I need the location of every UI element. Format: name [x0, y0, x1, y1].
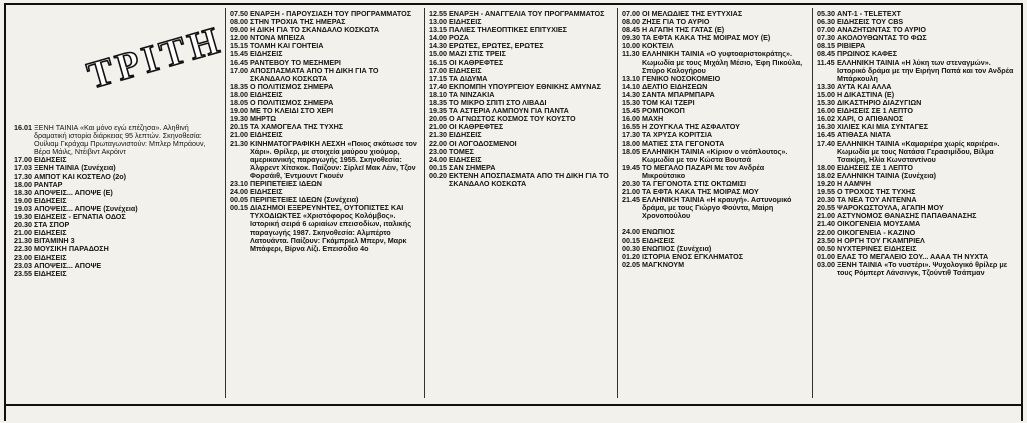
- program-title: ΡΑΝΤΑΡ: [34, 179, 63, 189]
- program-time: 16.15: [429, 57, 447, 67]
- program-title: ΑΥΤΑ ΚΑΙ ΑΛΛΑ: [837, 81, 892, 91]
- program-title: ΜΕ ΤΟ ΚΛΕΙΔΙ ΣΤΟ ΧΕΡΙ: [250, 106, 334, 116]
- program-time: 17.00: [429, 65, 447, 75]
- program-time: 17.40: [817, 138, 835, 148]
- program-time: 20.30: [817, 195, 835, 205]
- program-title: ΞΕΝΗ ΤΑΙΝΙΑ «Και μόνο εγώ επέζησα». Αληθινή δραματική ιστορία διάρκειας 95 λεπτών. Σκηνοθεσία: Ουίλιαμ Γκράχαμ Πρωταγωνιστούν: Μπλερ Μπράουν, Βέρα Μάιλς, Ντέιβιντ Ακρόιντ: [34, 124, 206, 157]
- program-time: 16.00: [622, 114, 640, 124]
- program-title: ΠΕΡΙΠΕΤΕΙΕΣ ΙΔΕΩΝ: [250, 178, 322, 188]
- program-title: ΕΛΛΗΝΙΚΗ ΤΑΙΝΙΑ «Η λύκη των στεναγμών». Ιστορικό δράμα με την Ειρήνη Παπά και τον Ανδρέα Μπάρκουλη: [837, 57, 1014, 83]
- program-time: 07.30: [817, 33, 835, 43]
- program-time: 20.05: [429, 114, 447, 124]
- program-title: ΨΑΡΟΚΩΣΤΟΥΛΑ, ΑΓΑΠΗ ΜΟΥ: [837, 203, 944, 213]
- program-title: ΡΟΜΠΟΚΟΠ: [642, 106, 685, 116]
- program-time: 08.00: [622, 17, 640, 27]
- program-time: 13.15: [429, 25, 447, 35]
- program-time: 21.30: [429, 130, 447, 140]
- program-entry: [622, 164, 806, 180]
- program-time: 12.00: [230, 33, 248, 43]
- program-time: 08.45: [622, 25, 640, 35]
- program-title: ΟΙ ΜΕΛΩΔΙΕΣ ΤΗΣ ΕΥΤΥΧΙΑΣ: [642, 10, 743, 18]
- program-title: ΕΛΛΗΝΙΚΗ ΤΑΙΝΙΑ «Καμαριέρα χωρίς καριέρα». Κωμωδία με τους Νατάσα Γερασιμίδου, Βίλμα Τσακίρη, Ηλία Κωνσταντίνου: [837, 138, 1000, 164]
- program-time: 18.35: [429, 98, 447, 108]
- program-time: 23.10: [230, 178, 248, 188]
- program-title: ΤΟΜΕΣ: [449, 146, 474, 156]
- program-time: 20.30: [14, 220, 32, 230]
- program-time: 20.55: [817, 203, 835, 213]
- program-time: 08.45: [817, 49, 835, 59]
- program-entry: [14, 270, 218, 278]
- program-title: ΔΙΑΣΗΜΟΙ ΕΞΕΡΕΥΝΗΤΕΣ, ΟΥΤΟΠΙΣΤΕΣ ΚΑΙ ΤΥΧΟΔΙΩΚΤΕΣ «Χριστόφορος Κολόμβος». Ιστορική σειρά 6 ωριαίων επεισοδίων, ιταλικής παραγωγής 1987. Σκηνοθεσία: Αλμπέρτο Λατουάντα. Παίζουν: Γκάμπριελ Μπερν, Μαρκ Μπάφερι, Βίρνα Λίζι. Επεισόδιο 4ο: [250, 203, 411, 253]
- program-time: 15.45: [230, 49, 248, 59]
- program-title: ΤΑ ΔΙΔΥΜΑ: [449, 73, 488, 83]
- program-title: Η ΔΙΚΑΣΤΙΝΑ (Ε): [837, 89, 895, 99]
- program-title: ΓΕΝΙΚΟ ΝΟΣΟΚΟΜΕΙΟ: [642, 73, 721, 83]
- program-time: 16.45: [817, 130, 835, 140]
- program-title: ΑΠΟΨΕΙΣ... ΑΠΟΨΕ: [34, 260, 102, 270]
- program-time: 24.00: [429, 154, 447, 164]
- program-title: ΕΙΔΗΣΕΙΣ: [642, 235, 675, 245]
- program-time: 13.30: [817, 81, 835, 91]
- program-time: 14.30: [429, 41, 447, 51]
- program-title: ΝΤΟΝΑ ΜΠΕΙΖΑ: [250, 33, 305, 43]
- program-entry: [817, 59, 1017, 83]
- program-title: ΖΗΣΕ ΓΙΑ ΤΟ ΑΥΡΙΟ: [642, 17, 710, 27]
- program-title: Ο ΠΟΛΙΤΙΣΜΟΣ ΣΗΜΕΡΑ: [250, 98, 334, 108]
- program-title: ΠΕΡΙΠΕΤΕΙΕΣ ΙΔΕΩΝ (Συνέχεια): [250, 195, 359, 205]
- program-time: 21.00: [14, 228, 32, 238]
- program-title: ΕΙΔΗΣΕΙΣ: [250, 89, 283, 99]
- program-title: ΑΠΟΣΠΑΣΜΑΤΑ ΑΠΟ ΤΗ ΔΙΚΗ ΓΙΑ ΤΟ ΣΚΑΝΔΑΛΟ ΚΟΣΚΩΤΑ: [250, 65, 379, 83]
- program-time: 06.30: [817, 17, 835, 27]
- program-time: 21.30: [14, 236, 32, 246]
- program-entry: [230, 140, 418, 180]
- program-title: ΚΟΚΤΕΙΛ: [642, 41, 674, 51]
- program-time: 18.10: [429, 89, 447, 99]
- program-time: 21.30: [230, 138, 248, 148]
- program-time: 19.20: [817, 178, 835, 188]
- schedule-column-4: [622, 10, 806, 400]
- program-time: 21.40: [817, 219, 835, 229]
- program-time: 23.00: [429, 146, 447, 156]
- column-divider: [617, 8, 618, 398]
- program-time: 20.30: [622, 178, 640, 188]
- program-title: ΙΣΤΟΡΙΑ ΕΝΟΣ ΕΓΚΛΗΜΑΤΟΣ: [642, 251, 744, 261]
- program-title: ΝΥΧΤΕΡΙΝΕΣ ΕΙΔΗΣΕΙΣ: [837, 243, 917, 253]
- program-time: 01.00: [817, 251, 835, 261]
- program-time: 22.00: [429, 138, 447, 148]
- program-time: 17.15: [429, 73, 447, 83]
- program-title: ΤΑ ΧΑΜΟΓΕΛΑ ΤΗΣ ΤΥΧΗΣ: [250, 122, 344, 132]
- program-title: Ο ΠΟΛΙΤΙΣΜΟΣ ΣΗΜΕΡΑ: [250, 81, 334, 91]
- program-title: ΤΑ ΓΕΓΟΝΟΤΑ ΣΤΙΣ ΟΚΤΩΜΙΣΙ: [642, 178, 747, 188]
- program-time: 21.00: [817, 211, 835, 221]
- program-time: 16.45: [230, 57, 248, 67]
- program-title: ΕΝΩΠΙΟΣ: [642, 227, 675, 237]
- program-time: 14.30: [622, 89, 640, 99]
- program-time: 17.30: [622, 130, 640, 140]
- program-time: 00.30: [622, 243, 640, 253]
- program-time: 14.10: [622, 81, 640, 91]
- program-title: ΜΑΖΙ ΣΤΙΣ ΤΡΕΙΣ: [449, 49, 506, 59]
- program-title: Η ΔΙΚΗ ΓΙΑ ΤΟ ΣΚΑΝΔΑΛΟ ΚΟΣΚΩΤΑ: [250, 25, 380, 35]
- program-title: ΧΙΛΙΕΣ ΚΑΙ ΜΙΑ ΣΥΝΤΑΓΕΣ: [837, 122, 929, 132]
- program-title: ΕΝΑΡΞΗ - ΠΑΡΟΥΣΙΑΣΗ ΤΟΥ ΠΡΟΓΡΑΜΜΑΤΟΣ: [250, 10, 412, 18]
- program-time: 08.15: [817, 41, 835, 51]
- program-title: ΔΙΚΑΣΤΗΡΙΟ ΔΙΑΖΥΓΙΩΝ: [837, 98, 922, 108]
- program-time: 02.05: [622, 259, 640, 269]
- program-time: 07.00: [622, 10, 640, 18]
- program-time: 15.30: [622, 98, 640, 108]
- program-time: 21.45: [622, 195, 640, 205]
- program-time: 00.50: [817, 243, 835, 253]
- program-title: ΕΙΔΗΣΕΙΣ: [449, 130, 482, 140]
- program-time: 16.02: [817, 114, 835, 124]
- column-divider: [812, 8, 813, 398]
- program-title: ΑΚΟΛΟΥΘΩΝΤΑΣ ΤΟ ΦΩΣ: [837, 33, 927, 43]
- program-title: ΡΙΒΙΕΡΑ: [837, 41, 866, 51]
- program-time: 01.20: [622, 251, 640, 261]
- program-entry: [230, 204, 418, 253]
- program-title: ΑΝΤ-1 - TELETEXT: [837, 10, 901, 18]
- program-time: 00.05: [230, 195, 248, 205]
- program-time: 15.00: [817, 89, 835, 99]
- program-time: 15.15: [230, 41, 248, 51]
- program-time: 24.00: [622, 227, 640, 237]
- day-title: ΤΡΙΤΗ: [82, 18, 228, 98]
- schedule-column-5: [817, 10, 1017, 400]
- schedule-column-2: [230, 10, 418, 400]
- program-time: 17.30: [14, 171, 32, 181]
- program-title: ΕΛΑΣ ΤΟ ΜΕΓΑΛΕΙΟ ΣΟΥ... ΑΑΑΑ ΤΗ ΝΥΧΤΑ: [837, 251, 989, 261]
- program-title: ΕΛΛΗΝΙΚΗ ΤΑΙΝΙΑ (Συνέχεια): [837, 170, 937, 180]
- program-time: 03.00: [817, 259, 835, 269]
- program-time: 19.35: [429, 106, 447, 116]
- column-divider: [225, 8, 226, 398]
- program-title: ΕΙΔΗΣΕΙΣ: [449, 65, 482, 75]
- program-title: ΠΡΩΙΝΟΣ ΚΑΦΕΣ: [837, 49, 898, 59]
- program-time: 23.55: [14, 268, 32, 278]
- program-title: ΕΙΔΗΣΕΙΣ: [250, 130, 283, 140]
- program-entry: [622, 148, 806, 164]
- program-title: ΑΣΤΥΝΟΜΟΣ ΘΑΝΑΣΗΣ ΠΑΠΑΘΑΝΑΣΗΣ: [837, 211, 977, 221]
- program-title: ΤΟΛΜΗ ΚΑΙ ΓΟΗΤΕΙΑ: [250, 41, 324, 51]
- program-time: 15.00: [429, 49, 447, 59]
- program-title: ΣΑΝ ΣΗΜΕΡΑ: [449, 162, 496, 172]
- program-title: ΤΑ ΑΣΤΕΡΙΑ ΛΑΜΠΟΥΝ ΓΙΑ ΠΑΝΤΑ: [449, 106, 569, 116]
- program-time: 15.30: [817, 98, 835, 108]
- program-title: ΜΗΡΤΩ: [250, 114, 276, 124]
- program-title: ΕΚΠΟΜΠΗ ΥΠΟΥΡΓΕΙΟΥ ΕΘΝΙΚΗΣ ΑΜΥΝΑΣ: [449, 81, 601, 91]
- program-entry: [817, 261, 1017, 277]
- program-title: ΕΙΔΗΣΕΙΣ: [34, 155, 67, 165]
- program-time: 11.45: [817, 57, 835, 67]
- program-title: ΕΙΔΗΣΕΙΣ: [250, 187, 283, 197]
- program-title: ΕΙΔΗΣΕΙΣ - ΕΓΝΑΤΙΑ ΟΔΟΣ: [34, 212, 126, 222]
- program-title: ΟΙ ΛΟΓΟΔΟΣΜΕΝΟΙ: [449, 138, 517, 148]
- program-title: ΕΙΔΗΣΕΙΣ: [34, 252, 67, 262]
- program-title: ΜΟΥΣΙΚΗ ΠΑΡΑΔΟΣΗ: [34, 244, 109, 254]
- program-title: ΑΠΟΨΕΙΣ... ΑΠΟΨΕ (Συνέχεια): [34, 203, 138, 213]
- program-time: 18.00: [230, 89, 248, 99]
- program-title: ΤΑ ΧΡΥΣΑ ΚΟΡΙΤΣΙΑ: [642, 130, 713, 140]
- program-time: 16.00: [817, 106, 835, 116]
- frame-bottom-border: [4, 404, 1023, 406]
- program-time: 00.20: [429, 170, 447, 180]
- program-time: 13.10: [622, 73, 640, 83]
- program-title: ΠΑΛΙΕΣ ΤΗΛΕΟΠΤΙΚΕΣ ΕΠΙΤΥΧΙΕΣ: [449, 25, 567, 35]
- program-time: 05.30: [817, 10, 835, 18]
- program-title: Η ΛΑΜΨΗ: [837, 178, 871, 188]
- program-entry: [14, 124, 218, 156]
- program-title: ΕΛΛΗΝΙΚΗ ΤΑΙΝΙΑ «Η κραυγή». Αστυνομικό δράμα, με τους Γιώργο Φούντα, Μαίρη Χρονοπούλου: [642, 195, 792, 221]
- program-title: ΕΛΛΗΝΙΚΗ ΤΑΙΝΙΑ «Κίριον ο νεόπλουτος». Κωμωδία με τον Κώστα Βουτσά: [642, 146, 788, 164]
- program-time: 00.15: [622, 235, 640, 245]
- program-title: ΡΟΖΑ: [449, 33, 469, 43]
- program-time: 24.00: [230, 187, 248, 197]
- program-entry: [230, 67, 418, 83]
- program-entry: [429, 172, 611, 188]
- program-time: 11.30: [622, 49, 640, 59]
- program-title: ΡΑΝΤΕΒΟΥ ΤΟ ΜΕΣΗΜΕΡΙ: [250, 57, 341, 67]
- program-title: ΑΤΙΘΑΣΑ ΝΙΑΤΑ: [837, 130, 891, 140]
- program-time: 23.50: [817, 235, 835, 245]
- program-time: 16.01: [14, 124, 32, 132]
- program-time: 12.55: [429, 10, 447, 18]
- program-time: 19.00: [230, 106, 248, 116]
- program-time: 18.00: [14, 179, 32, 189]
- program-time: 21.00: [622, 187, 640, 197]
- program-time: 18.05: [230, 98, 248, 108]
- program-title: ΕΙΔΗΣΕΙΣ: [34, 195, 67, 205]
- program-title: ΜΑΓΚΝΟΥΜ: [642, 259, 685, 269]
- program-title: Η ΑΓΑΠΗ ΤΗΣ ΓΑΤΑΣ (Ε): [642, 25, 725, 35]
- program-title: Ο ΑΓΝΩΣΤΟΣ ΚΟΣΜΟΣ ΤΟΥ ΚΟΥΣΤΟ: [449, 114, 576, 124]
- program-time: 22.00: [817, 227, 835, 237]
- program-time: 14.00: [429, 33, 447, 43]
- program-time: 17.00: [230, 65, 248, 75]
- program-time: 00.15: [230, 203, 248, 213]
- program-title: Ο ΤΡΟΧΟΣ ΤΗΣ ΤΥΧΗΣ: [837, 187, 916, 197]
- program-title: ΕΙΔΗΣΕΙΣ ΤΟΥ CBS: [837, 17, 904, 27]
- program-title: ΕΙΔΗΣΕΙΣ: [250, 49, 283, 59]
- schedule-column-3: [429, 10, 611, 400]
- program-title: ΕΚΤΕΝΗ ΑΠΟΣΠΑΣΜΑΤΑ ΑΠΟ ΤΗ ΔΙΚΗ ΓΙΑ ΤΟ ΣΚΑΝΔΑΛΟ ΚΟΣΚΩΤΑ: [449, 170, 609, 188]
- frame-left-border: [4, 3, 6, 421]
- program-time: 18.35: [230, 81, 248, 91]
- program-time: 23.00: [14, 252, 32, 262]
- program-title: ΞΕΝΗ ΤΑΙΝΙΑ «Το νυστέρι». Ψυχολογικό θρίλερ με τους Ρόμπερτ Λάνσινγκ, Τζούντιθ Τσάπμαν: [837, 259, 1008, 277]
- program-title: ΤΑ ΝΕΑ ΤΟΥ ΑΝΤΕΝΝΑ: [837, 195, 917, 205]
- program-entry: [622, 261, 806, 269]
- program-title: ΒΙΤΑΜΙΝΗ 3: [34, 236, 75, 246]
- program-title: Η ΖΟΥΓΚΛΑ ΤΗΣ ΑΣΦΑΛΤΟΥ: [642, 122, 740, 132]
- program-time: 21.00: [429, 122, 447, 132]
- program-title: ΤΟ ΜΙΚΡΟ ΣΠΙΤΙ ΣΤΟ ΛΙΒΑΔΙ: [449, 98, 547, 108]
- program-time: 17.03: [14, 163, 32, 173]
- program-title: ΣΤΑ ΣΠΟΡ: [34, 220, 70, 230]
- program-time: 15.45: [622, 106, 640, 116]
- program-title: ΟΙ ΚΑΘΡΕΦΤΕΣ: [449, 57, 504, 67]
- program-time: 16.30: [817, 122, 835, 132]
- program-title: ΔΕΛΤΙΟ ΕΙΔΗΣΕΩΝ: [642, 81, 708, 91]
- program-title: ΞΕΝΗ ΤΑΙΝΙΑ (Συνέχεια): [34, 163, 116, 173]
- program-title: ΟΙ ΚΑΘΡΕΦΤΕΣ: [449, 122, 504, 132]
- program-time: 19.00: [14, 195, 32, 205]
- program-time: 17.00: [14, 155, 32, 165]
- column-divider: [424, 8, 425, 398]
- program-time: 07.00: [817, 25, 835, 35]
- program-title: ΧΑΡΙ, Ο ΑΠΙΘΑΝΟΣ: [837, 114, 904, 124]
- program-entry: [622, 50, 806, 74]
- program-time: 09.00: [230, 25, 248, 35]
- program-time: 19.03: [14, 203, 32, 213]
- program-title: ΕΙΔΗΣΕΙΣ: [449, 154, 482, 164]
- program-time: 22.30: [14, 244, 32, 254]
- program-time: 18.02: [817, 170, 835, 180]
- program-title: ΤΑ ΕΦΤΑ ΚΑΚΑ ΤΗΣ ΜΟΙΡΑΣ ΜΟΥ (Ε): [642, 33, 771, 43]
- program-time: 09.30: [622, 33, 640, 43]
- program-time: 18.00: [622, 138, 640, 148]
- program-title: ΕΝΩΠΙΟΣ (Συνέχεια): [642, 243, 712, 253]
- program-time: 10.00: [622, 41, 640, 51]
- program-time: 08.00: [230, 17, 248, 27]
- program-time: 16.55: [622, 122, 640, 132]
- frame-top-border: [4, 3, 1023, 5]
- program-title: ΕΙΔΗΣΕΙΣ: [449, 17, 482, 27]
- program-title: ΟΙΚΟΓΕΝΕΙΑ ΜΟΥΣΑΜΑ: [837, 219, 921, 229]
- program-title: ΕΡΩΤΕΣ, ΕΡΩΤΕΣ, ΕΡΩΤΕΣ: [449, 41, 544, 51]
- program-time: 17.40: [429, 81, 447, 91]
- program-title: ΕΙΔΗΣΕΙΣ: [34, 268, 67, 278]
- program-title: ΑΠΟΨΕΙΣ... ΑΠΟΨΕ (Ε): [34, 187, 113, 197]
- program-time: 07.50: [230, 10, 248, 18]
- program-title: ΤΟΜ ΚΑΙ ΤΖΕΡΙ: [642, 98, 695, 108]
- program-title: ΣΤΗΝ ΤΡΟΧΙΑ ΤΗΣ ΗΜΕΡΑΣ: [250, 17, 346, 27]
- program-title: ΤΑ ΕΦΤΑ ΚΑΚΑ ΤΗΣ ΜΟΙΡΑΣ ΜΟΥ: [642, 187, 759, 197]
- program-entry: [817, 140, 1017, 164]
- program-title: ΟΙΚΟΓΕΝΕΙΑ - ΚΑΖΙΝΟ: [837, 227, 916, 237]
- program-title: ΑΝΑΖΗΤΩΝΤΑΣ ΤΟ ΑΥΡΙΟ: [837, 25, 927, 35]
- program-title: ΕΙΔΗΣΕΙΣ ΣΕ 1 ΛΕΠΤΟ: [837, 106, 914, 116]
- program-time: 19.45: [622, 162, 640, 172]
- program-title: ΜΑΧΗ: [642, 114, 664, 124]
- program-title: ΕΝΑΡΞΗ - ΑΝΑΓΓΕΛΙΑ ΤΟΥ ΠΡΟΓΡΑΜΜΑΤΟΣ: [449, 10, 605, 18]
- program-title: ΜΑΤΙΕΣ ΣΤΑ ΓΕΓΟΝΟΤΑ: [642, 138, 725, 148]
- program-time: 18.05: [622, 146, 640, 156]
- program-time: 18.30: [14, 187, 32, 197]
- program-time: 00.15: [429, 162, 447, 172]
- program-time: 19.55: [817, 187, 835, 197]
- program-title: ΤΑ ΝΙΝΖΑΚΙΑ: [449, 89, 495, 99]
- program-title: ΑΜΠΟΤ ΚΑΙ ΚΟΣΤΕΛΟ (2ο): [34, 171, 127, 181]
- program-time: 18.00: [817, 162, 835, 172]
- program-time: 23.03: [14, 260, 32, 270]
- schedule-column-1: [14, 124, 218, 399]
- program-time: 21.00: [230, 130, 248, 140]
- program-title: ΤΟ ΜΕΓΑΛΟ ΠΑΖΑΡΙ Με τον Ανδρέα Μικρούτσικο: [642, 162, 765, 180]
- program-title: ΕΛΛΗΝΙΚΗ ΤΑΙΝΙΑ «Ο γυφτοαριστοκράτης». Κωμωδία με τους Μιχάλη Μέσιο, Έφη Πικούλα, Σπύρο Καλογήρου: [642, 49, 803, 75]
- program-time: 19.30: [230, 114, 248, 124]
- program-time: 19.30: [14, 212, 32, 222]
- frame-right-border: [1021, 3, 1023, 421]
- program-time: 13.00: [429, 17, 447, 27]
- program-title: ΚΙΝΗΜΑΤΟΓΡΑΦΙΚΗ ΛΕΣΧΗ «Ποιος σκότωσε τον Χάρι». Θρίλερ, με στοιχεία μαύρου χιούμορ, αμερικανικής παραγωγής 1955. Σκηνοθεσία: Άλφρεντ Χίτσκοκ. Παίζουν: Σίρλεϊ Μακ Λέιν, Τζον Φορσάιθ, Έντμουντ Γκουέν: [250, 138, 417, 180]
- program-time: 20.15: [230, 122, 248, 132]
- program-title: ΣΑΝΤΑ ΜΠΑΡΜΠΑΡΑ: [642, 89, 715, 99]
- program-title: ΕΙΔΗΣΕΙΣ ΣΕ 1 ΛΕΠΤΟ: [837, 162, 914, 172]
- program-entry: [622, 196, 806, 220]
- program-title: Η ΟΡΓΗ ΤΟΥ ΓΚΑΜΠΡΙΕΛ: [837, 235, 925, 245]
- program-title: ΕΙΔΗΣΕΙΣ: [34, 228, 67, 238]
